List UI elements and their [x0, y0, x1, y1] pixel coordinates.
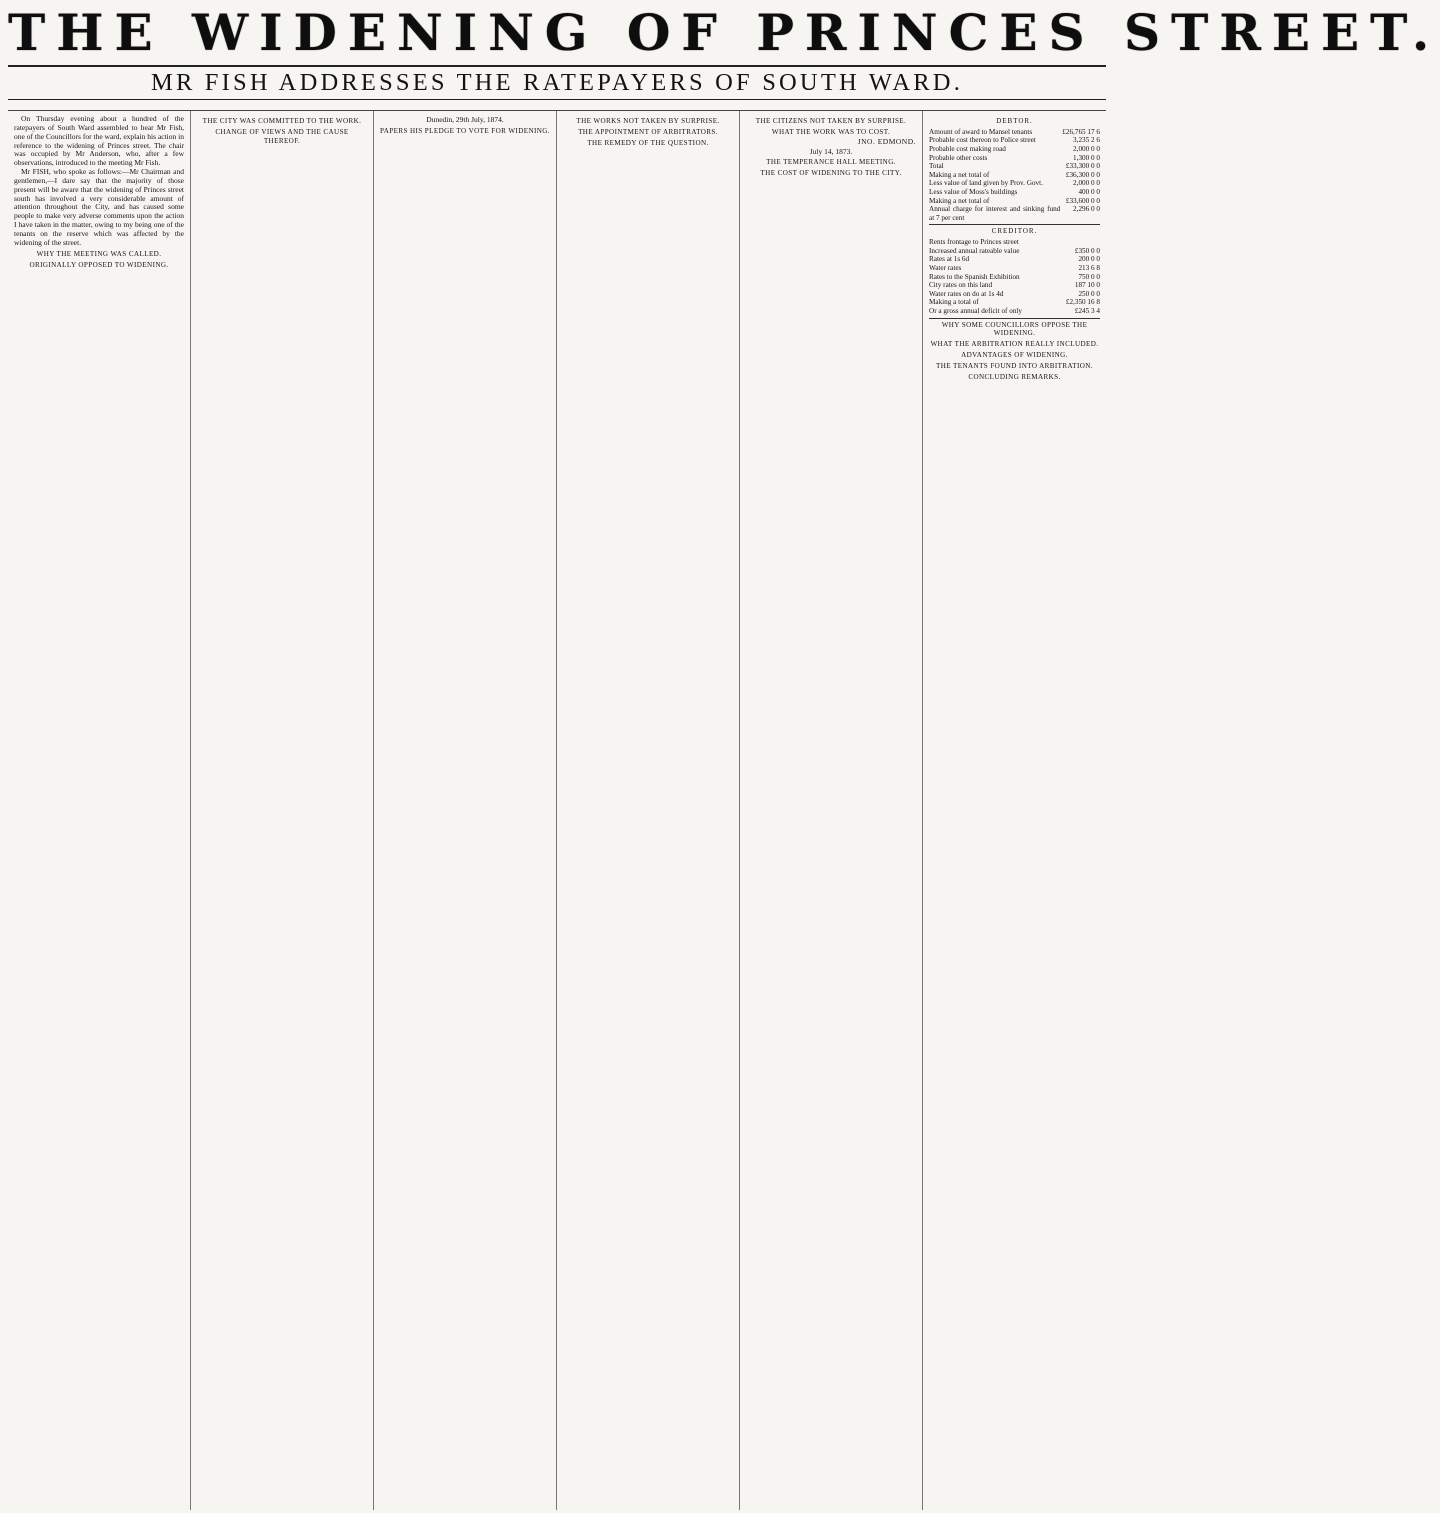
column-1	[8, 111, 191, 1510]
account-row	[929, 188, 1100, 197]
section-heading: THE APPOINTMENT OF ARBITRATORS.	[578, 127, 718, 136]
account-row	[929, 154, 1100, 163]
section-heading: WHAT THE ARBITRATION REALLY INCLUDED.	[930, 340, 1099, 349]
creditor-table	[929, 238, 1100, 315]
column-4	[557, 111, 740, 1510]
account-item-label: Probable cost making road	[929, 145, 1006, 154]
account-row	[929, 238, 1100, 247]
account-item-amount: 400 0 0	[1078, 188, 1100, 196]
account-item-amount: 2,000 0 0	[1073, 145, 1100, 154]
account-item-label: Amount of award to Mansel tenants	[929, 127, 1033, 136]
section-heading: PAPERS HIS PLEDGE TO VOTE FOR WIDENING.	[380, 126, 550, 135]
account-item-label: Or a gross annual deficit of only	[929, 306, 1023, 315]
account-item-amount: £33,600 0 0	[1065, 196, 1100, 205]
account-row	[929, 307, 1100, 316]
account-row	[929, 247, 1100, 256]
column-5	[740, 111, 923, 1510]
account-row	[929, 145, 1100, 154]
divider	[929, 224, 1100, 225]
account-item-amount: 187 10 0	[1074, 281, 1100, 290]
account-item-label: Annual charge for interest and sinking fund at 7 per cent	[929, 205, 1061, 222]
account-item-amount: £33,300 0 0	[1065, 162, 1100, 171]
account-item-amount: 3,235 2 6	[1073, 136, 1100, 145]
section-heading: THE TEMPERANCE HALL MEETING.	[766, 158, 896, 167]
divider	[929, 318, 1100, 319]
account-row	[929, 273, 1100, 282]
debtor-heading: DEBTOR.	[996, 117, 1033, 125]
account-item-label: Rents frontage to Princes street	[929, 238, 1019, 247]
account-row	[929, 197, 1100, 206]
account-item-amount: 750 0 0	[1078, 272, 1100, 281]
account-item-label: Rates to the Spanish Exhibition	[929, 272, 1020, 281]
account-row	[929, 162, 1100, 171]
column-3	[374, 111, 557, 1510]
account-item-label: Less value of Moss's buildings	[929, 188, 1018, 196]
account-item-label: Total	[929, 162, 944, 171]
account-row	[929, 179, 1100, 188]
account-item-label: City rates on this land	[929, 281, 993, 290]
debtor-table	[929, 128, 1100, 223]
account-item-amount	[1052, 238, 1100, 247]
account-row	[929, 255, 1100, 264]
column-2	[191, 111, 374, 1510]
account-item-label: Probable other costs	[929, 153, 988, 162]
account-row	[929, 205, 1100, 222]
account-item-amount: £245 3 4	[1074, 306, 1100, 315]
dateline: July 14, 1873.	[809, 146, 853, 156]
account-item-amount: 1,300 0 0	[1073, 153, 1100, 162]
account-row	[929, 290, 1100, 299]
section-heading: THE COST OF WIDENING TO THE CITY.	[760, 169, 902, 178]
account-item-label: Rates at 1s 6d	[929, 255, 970, 264]
section-heading: THE CITIZENS NOT TAKEN BY SURPRISE.	[755, 117, 907, 125]
article-paragraph: Mr FISH, who spoke as follows:—Mr Chairman and gentlemen,—I dare say that the majority of those present will be aware that the widening of Princes street south has involved a very considerable amount of attention throughout the City, and has caused some people to make very adverse comments upon the action I have taken in the matter, owing to my being one of the tenants on the reserve which was affected by the widening of the street.	[14, 167, 184, 247]
account-item-amount: £36,300 0 0	[1065, 170, 1100, 179]
dateline: Dunedin, 29th July, 1874.	[426, 115, 504, 124]
account-item-label: Making a total of	[929, 298, 979, 307]
account-item-amount: £350 0 0	[1074, 246, 1100, 255]
account-item-amount: 213 6 8	[1078, 264, 1100, 272]
column-6	[923, 111, 1106, 1510]
section-heading: THE CITY WAS COMMITTED TO THE WORK.	[202, 117, 362, 125]
account-item-label: Water rates	[929, 264, 962, 272]
subheadline: MR FISH ADDRESSES THE RATEPAYERS OF SOUTH WARD.	[8, 65, 1106, 100]
account-item-label: Probable cost thereon to Police street	[929, 136, 1036, 145]
section-heading: THE WORKS NOT TAKEN BY SURPRISE.	[576, 117, 720, 125]
section-heading: THE REMEDY OF THE QUESTION.	[587, 138, 709, 147]
creditor-heading: CREDITOR.	[991, 227, 1038, 236]
account-row	[929, 264, 1100, 273]
account-item-amount: £2,350 16 8	[1065, 298, 1100, 307]
account-row	[929, 136, 1100, 145]
section-heading: CONCLUDING REMARKS.	[968, 372, 1061, 381]
account-item-label: Less value of land given by Prov. Govt.	[929, 179, 1043, 188]
account-item-amount: 200 0 0	[1078, 255, 1100, 264]
article-paragraph: On Thursday evening about a hundred of the ratepayers of South Ward assembled to hear Mr Fish, one of the Councillors for the ward, explain his action in reference to the widening of Princes street. The chair was occupied by Mr Anderson, who, after a few observations, introduced to the meeting Mr Fish.	[14, 114, 184, 168]
account-row	[929, 281, 1100, 290]
section-heading: WHY THE MEETING WAS CALLED.	[36, 249, 162, 258]
section-heading: WHY SOME COUNCILLORS OPPOSE THE WIDENING.	[941, 320, 1088, 338]
masthead	[8, 3, 1440, 104]
account-row	[929, 128, 1100, 137]
account-item-amount: 2,000 0 0	[1073, 179, 1100, 188]
section-heading: ADVANTAGES OF WIDENING.	[961, 351, 1068, 360]
account-item-amount: £26,765 17 6	[1062, 127, 1100, 136]
account-item-label: Making a net total of	[929, 196, 990, 205]
account-item-label: Water rates on do at 1s 4d	[929, 289, 1004, 298]
account-row	[929, 298, 1100, 307]
account-item-label: Increased annual rateable value	[929, 246, 1020, 255]
account-item-amount: 250 0 0	[1078, 289, 1100, 298]
section-heading: THE TENANTS FOUND INTO ARBITRATION.	[936, 361, 1093, 370]
account-item-amount: 2,296 0 0	[1073, 205, 1100, 214]
section-heading: CHANGE OF VIEWS AND THE CAUSE THEREOF.	[215, 127, 349, 145]
section-heading: WHAT THE WORK WAS TO COST.	[771, 127, 891, 136]
letter-signature: JNO. EDMOND.	[857, 136, 916, 146]
section-heading: ORIGINALLY OPPOSED TO WIDENING.	[29, 260, 169, 269]
article-columns	[8, 110, 1106, 1510]
headline: THE WIDENING OF PRINCES STREET.	[8, 3, 1440, 62]
account-row	[929, 171, 1100, 180]
account-item-label: Making a net total of	[929, 170, 990, 179]
